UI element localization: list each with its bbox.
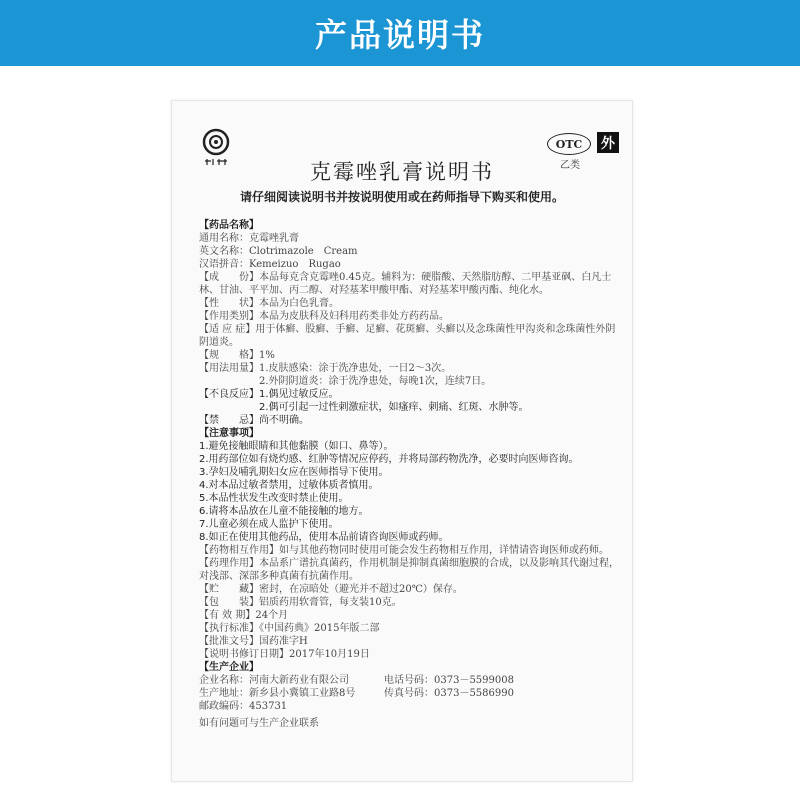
character: 【性 状】本品为白色乳膏。 — [199, 298, 339, 309]
otc-badge: OTC — [547, 133, 591, 155]
note-item: 8.如正在使用其他药品，使用本品前请咨询医师或药师。 — [199, 532, 449, 543]
adverse-line-2: 2.偶可引起一过性刺激症状，如瘙痒、刺痛、红斑、水肿等。 — [259, 402, 529, 413]
adverse-line-1: 【不良反应】1.偶见过敏反应。 — [199, 389, 339, 400]
fax-number: 传真号码：0373－5586990 — [384, 688, 514, 699]
usage-line-1: 【用法用量】1.皮肤感染：涂于洗净患处，一日2～3次。 — [199, 363, 452, 374]
english-name: 英文名称：Clotrimazole Cream — [199, 246, 358, 257]
pharmacology-line-1: 【药理作用】本品系广谱抗真菌药，作用机制是抑制真菌细胞膜的合成，以及影响其代谢过程， — [199, 558, 619, 569]
footer-note: 如有问题可与生产企业联系 — [199, 718, 319, 729]
note-item: 4.对本品过敏者禁用，过敏体质者慎用。 — [199, 480, 379, 491]
banner-title: 产品说明书 — [314, 16, 485, 54]
pharmacology-line-2: 对浅部、深部多种真菌有抗菌作用。 — [199, 571, 359, 582]
composition-line-2: 林、甘油、平平加、丙二醇、对羟基苯甲酸甲酯、对羟基苯甲酸丙酯、纯化水。 — [199, 285, 549, 296]
composition-line-1: 【成 份】本品每克含克霉唑0.45克。辅料为：硬脂酸、天然脂肪醇、二甲基亚砜、白凡士 — [199, 272, 612, 283]
address-row — [199, 687, 619, 700]
company-name: 企业名称：河南大新药业有限公司 — [199, 675, 349, 686]
note-item: 3.孕妇及哺乳期妇女应在医师指导下使用。 — [199, 467, 389, 478]
note-item: 2.用药部位如有烧灼感、红肿等情况应停药，并将局部药物洗净，必要时向医师咨询。 — [199, 454, 579, 465]
address: 生产地址：新乡县小冀镇工业路8号 — [199, 688, 356, 699]
note-item: 5.本品性状发生改变时禁止使用。 — [199, 493, 349, 504]
note-item: 6.请将本品放在儿童不能接触的地方。 — [199, 506, 369, 517]
package: 【包 装】铝质药用软膏管，每支装10克。 — [199, 597, 402, 608]
otc-category: 乙类 — [560, 160, 580, 171]
note-item: 1.避免接触眼睛和其他黏膜（如口、鼻等）。 — [199, 441, 394, 452]
notes-header: 【注意事项】 — [199, 428, 259, 439]
approval-number: 【批准文号】国药准字H — [199, 636, 308, 647]
document-title: 克霉唑乳膏说明书 — [310, 160, 494, 184]
document-subtitle: 请仔细阅读说明书并按说明使用或在药师指导下购买和使用。 — [239, 190, 564, 204]
leaflet-content — [199, 219, 619, 730]
revision-date: 【说明书修订日期】2017年10月19日 — [199, 649, 370, 660]
validity: 【有 效 期】24个月 — [199, 610, 289, 621]
contraindication: 【禁 忌】尚不明确。 — [199, 415, 309, 426]
standard: 【执行标准】《中国药典》2015年版二部 — [199, 623, 380, 634]
drug-interaction: 【药物相互作用】如与其他药物同时使用可能会发生药物相互作用，详情请咨询医师或药师。 — [199, 545, 609, 556]
specification: 【规 格】1% — [199, 350, 275, 361]
storage: 【贮 藏】密封，在凉暗处（避光并不超过20℃）保存。 — [199, 584, 463, 595]
company-row — [199, 674, 619, 687]
indication-line-1: 【适 应 症】用于体癣、股癣、手癣、足癣、花斑癣、头癣以及念珠菌性甲沟炎和念珠菌性外阴 — [199, 324, 616, 335]
external-use-badge: 外 — [597, 132, 619, 153]
banner — [0, 0, 800, 66]
pinyin-name: 汉语拼音：Kemeizuo Rugao — [199, 259, 341, 270]
manufacturer-header: 【生产企业】 — [199, 662, 259, 673]
drug-category: 【作用类别】本品为皮肤科及妇科用药类非处方药药品。 — [199, 311, 449, 322]
phone-number: 电话号码：0373－5599008 — [384, 675, 514, 686]
indication-line-2: 阴道炎。 — [199, 337, 239, 348]
generic-name: 通用名称：克霉唑乳膏 — [199, 233, 299, 244]
drug-name-header: 【药品名称】 — [199, 220, 259, 231]
postcode: 邮政编码：453731 — [199, 701, 288, 712]
note-item: 7.儿童必须在成人监护下使用。 — [199, 519, 339, 530]
usage-line-2: 2.外阴阴道炎：涂于洗净患处，每晚1次，连续7日。 — [259, 376, 492, 387]
leaflet-document — [171, 100, 633, 782]
